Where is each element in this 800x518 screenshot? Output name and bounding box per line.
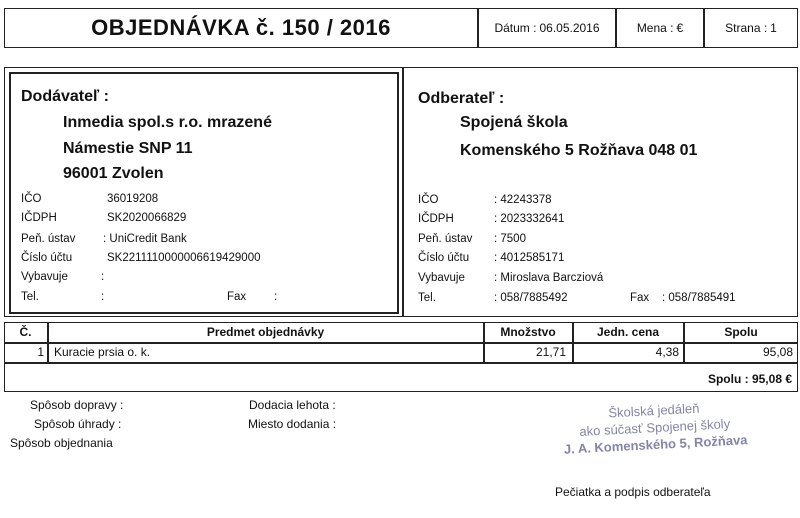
supplier-street: Námestie SNP 11 <box>63 140 193 157</box>
signature-label: Pečiatka a podpis odberateľa <box>555 485 711 499</box>
customer-field-ico <box>418 194 794 208</box>
ordering-label: Spôsob objednania <box>10 436 113 450</box>
field-value: SK2020066829 <box>107 212 187 224</box>
parties-divider <box>402 67 404 317</box>
customer-field-icdph <box>418 213 794 227</box>
supplier-fax-value: : <box>274 291 278 303</box>
currency-label: Mena : <box>636 21 674 35</box>
date-box <box>478 8 616 48</box>
customer-fax-value: : 058/7885491 <box>662 292 736 304</box>
field-value: 36019208 <box>107 193 159 205</box>
field-value: : 058/7885492 <box>494 292 568 304</box>
supplier-field-ico <box>21 193 391 207</box>
customer-field-handler <box>418 272 794 286</box>
page-value: 1 <box>770 21 777 35</box>
row-total: 95,08 <box>762 345 793 359</box>
delivery-place-label: Miesto dodania : <box>248 417 337 431</box>
grand-total: Spolu : 95,08 € <box>707 372 792 386</box>
row-qty: 21,71 <box>535 345 566 359</box>
customer-field-account <box>418 252 794 266</box>
field-value: : 2023332641 <box>494 213 565 225</box>
col-header-no: Č. <box>19 325 32 339</box>
page-label: Strana : <box>725 21 768 35</box>
title-box <box>4 8 478 48</box>
supplier-name: Inmedia spol.s r.o. mrazené <box>63 114 272 131</box>
field-value: : 4012585171 <box>494 252 565 264</box>
field-key: Vybavuje <box>418 272 465 284</box>
supplier-field-bank <box>21 233 391 247</box>
field-key: IČO <box>21 193 42 205</box>
customer-fax-label: Fax <box>630 292 650 304</box>
date-label: Dátum : <box>494 21 537 35</box>
row-price: 4,38 <box>655 345 679 359</box>
school-stamp <box>539 396 772 468</box>
stamp-line: Školská jedáleň <box>608 400 700 421</box>
col-header-total: Spolu <box>724 325 758 339</box>
stamp-line: J. A. Komenského 5, Rožňava <box>563 432 748 457</box>
field-key: IČO <box>418 194 439 206</box>
field-key: IČDPH <box>418 213 454 225</box>
field-key: Tel. <box>21 291 39 303</box>
stamp-line: ako súčasť Spojenej školy <box>579 416 731 439</box>
field-key: Peň. ústav <box>21 233 76 245</box>
field-key: Tel. <box>418 292 436 304</box>
field-key: IČDPH <box>21 212 57 224</box>
supplier-fax-label: Fax <box>227 291 247 303</box>
table-row-rule <box>4 362 798 364</box>
document-title: OBJEDNÁVKA č. 150 / 2016 <box>91 15 391 40</box>
supplier-field-phone <box>21 291 391 305</box>
row-item: Kuracie prsia o. k. <box>54 345 151 359</box>
field-value: : UniCredit Bank <box>103 233 187 245</box>
customer-address: Komenského 5 Rožňava 048 01 <box>460 142 698 159</box>
currency-box <box>616 8 704 48</box>
col-header-qty: Množstvo <box>500 325 556 339</box>
page-box <box>704 8 798 48</box>
supplier-field-handler <box>21 271 391 285</box>
field-value: : 7500 <box>494 233 526 245</box>
field-value: : 42243378 <box>494 194 552 206</box>
col-header-price: Jedn. cena <box>596 325 660 339</box>
field-key: Číslo účtu <box>21 252 73 264</box>
supplier-title: Dodávateľ : <box>21 88 109 105</box>
field-value: : Miroslava Barcziová <box>494 272 604 284</box>
field-value: : <box>101 271 105 283</box>
col-header-item: Predmet objednávky <box>206 325 325 339</box>
transport-label: Spôsob dopravy : <box>30 398 124 412</box>
payment-label: Spôsob úhrady : <box>34 417 122 431</box>
customer-field-phone <box>418 292 794 306</box>
supplier-city: 96001 Zvolen <box>63 165 164 182</box>
field-key: Vybavuje <box>21 271 68 283</box>
currency-value: € <box>676 21 684 35</box>
row-no: 1 <box>37 345 44 359</box>
delivery-term-label: Dodacia lehota : <box>249 398 336 412</box>
customer-name: Spojená škola <box>460 114 568 131</box>
field-value: SK2211110000006619429000 <box>107 252 261 264</box>
field-key: Peň. ústav <box>418 233 473 245</box>
date-value: 06.05.2016 <box>539 21 600 35</box>
supplier-field-account <box>21 252 391 266</box>
field-key: Číslo účtu <box>418 252 470 264</box>
customer-title: Odberateľ : <box>418 90 505 107</box>
customer-field-bank <box>418 233 794 247</box>
supplier-field-icdph <box>21 212 391 226</box>
field-value: : <box>101 291 105 303</box>
